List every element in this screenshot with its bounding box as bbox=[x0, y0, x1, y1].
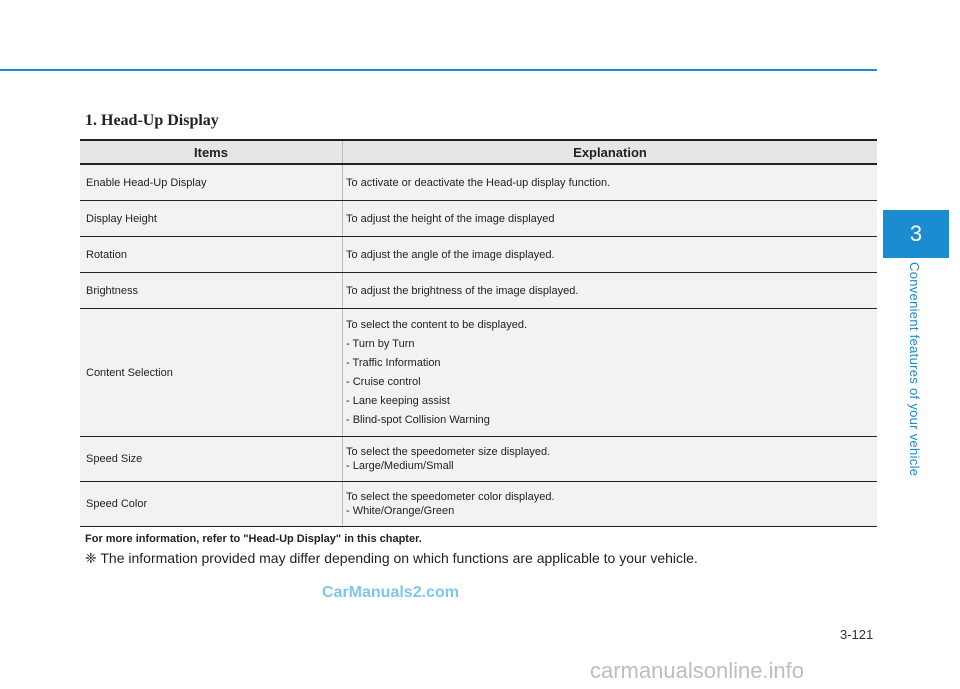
explanation-line: To select the speedometer size displayed. bbox=[346, 446, 551, 458]
header-items: Items bbox=[80, 141, 343, 163]
top-divider bbox=[0, 69, 877, 71]
item-cell: Rotation bbox=[80, 237, 343, 272]
explanation-line: To select the speedometer color displayed. bbox=[346, 491, 555, 503]
item-cell: Speed Color bbox=[80, 482, 343, 526]
explanation-line: To adjust the height of the image displayed bbox=[346, 212, 555, 225]
explanation-line: To activate or deactivate the Head-up display function. bbox=[346, 176, 611, 189]
explanation-line: - Large/Medium/Small bbox=[346, 460, 454, 472]
explanation-line: - Blind-spot Collision Warning bbox=[346, 413, 490, 426]
item-cell: Speed Size bbox=[80, 437, 343, 481]
explanation-line: To select the content to be displayed. bbox=[346, 318, 528, 331]
chapter-label: Convenient features of your vehicle bbox=[907, 262, 922, 477]
explanation-cell bbox=[343, 482, 877, 526]
table-row bbox=[80, 437, 877, 482]
explanation-cell bbox=[343, 201, 877, 236]
item-cell: Content Selection bbox=[80, 309, 343, 436]
table-row bbox=[80, 237, 877, 273]
header-explanation: Explanation bbox=[573, 144, 647, 160]
explanation-cell bbox=[343, 165, 877, 200]
explanation-cell bbox=[343, 437, 877, 481]
explanation-line: To adjust the brightness of the image displayed. bbox=[346, 284, 579, 297]
chapter-tab: 3 bbox=[883, 210, 949, 258]
explanation-line: - Turn by Turn bbox=[346, 337, 415, 350]
explanation-line: To adjust the angle of the image displayed. bbox=[346, 248, 555, 261]
item-cell: Display Height bbox=[80, 201, 343, 236]
section-title: 1. Head-Up Display bbox=[85, 112, 219, 129]
table-header bbox=[80, 139, 877, 165]
explanation-line: - White/Orange/Green bbox=[346, 505, 455, 517]
table-row bbox=[80, 273, 877, 309]
availability-note: ❈ The information provided may differ depending on which functions are applicable to your vehicle. bbox=[85, 550, 698, 566]
settings-table bbox=[80, 139, 877, 527]
table-row bbox=[80, 309, 877, 437]
item-cell: Enable Head-Up Display bbox=[80, 165, 343, 200]
explanation-cell bbox=[343, 273, 877, 308]
table-row bbox=[80, 482, 877, 527]
table-row bbox=[80, 201, 877, 237]
explanation-line: - Cruise control bbox=[346, 375, 421, 388]
reference-note: For more information, refer to "Head-Up Display" in this chapter. bbox=[85, 533, 422, 545]
explanation-line: - Traffic Information bbox=[346, 356, 441, 369]
footer-watermark: carmanualsonline.info bbox=[590, 658, 805, 683]
page-number: 3-121 bbox=[840, 627, 874, 642]
table-row bbox=[80, 165, 877, 201]
explanation-cell bbox=[343, 309, 877, 436]
explanation-line: - Lane keeping assist bbox=[346, 394, 450, 407]
explanation-cell bbox=[343, 237, 877, 272]
site-watermark: CarManuals2.com bbox=[322, 584, 459, 601]
item-cell: Brightness bbox=[80, 273, 343, 308]
